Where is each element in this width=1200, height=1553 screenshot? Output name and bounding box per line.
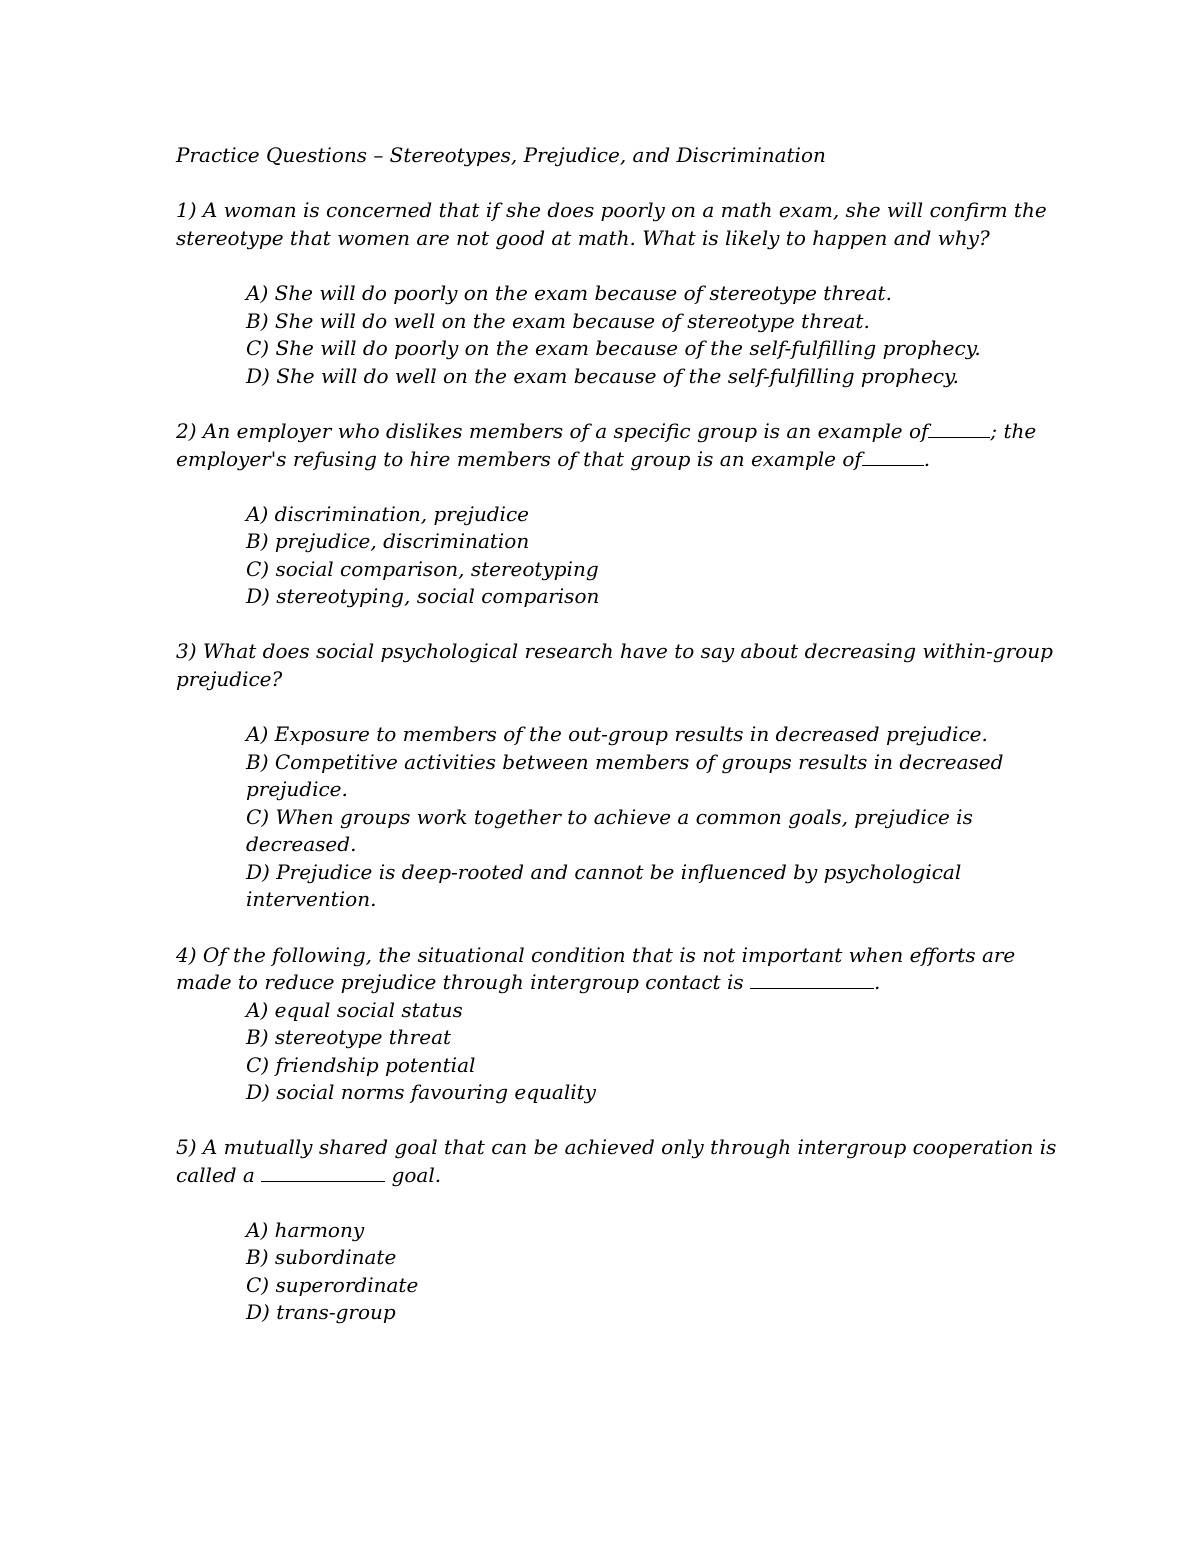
question-2-text-cont [176,446,930,473]
question-4-option-d: D) social norms favouring equality [246,1080,596,1104]
question-1-text-cont: stereotype that women are not good at math. What is likely to happen and why? [176,226,990,250]
question-2-option-d: D) stereotyping, social comparison [246,584,600,608]
question-4-text-part2: . [873,970,881,994]
answer-blank [928,419,990,438]
question-3-option-d-cont: intervention. [246,887,377,911]
question-5-option-c: C) superordinate [246,1273,419,1297]
question-1-option-c: C) She will do poorly on the exam because of the self-fulfilling prophecy. [246,336,981,360]
question-3-option-c-cont: decreased. [246,832,357,856]
question-5-option-b: B) subordinate [246,1245,397,1269]
answer-blank [261,1163,385,1182]
question-2-text [176,418,1036,445]
question-4-text-cont [176,969,880,996]
question-2-text-part2: ; the [990,419,1037,443]
question-4-text-part1: made to reduce prejudice through intergroup contact is [176,970,744,994]
question-3-option-c: C) When groups work together to achieve a common goals, prejudice is [246,805,973,829]
question-3-text: 3) What does social psychological research have to say about decreasing within-group [176,639,1053,663]
question-3-option-d: D) Prejudice is deep-rooted and cannot be influenced by psychological [246,860,962,884]
question-2-option-a: A) discrimination, prejudice [246,502,529,526]
page-title: Practice Questions – Stereotypes, Prejudice, and Discrimination [176,143,826,167]
question-2-text-part3: employer's refusing to hire members of that group is an example of [176,447,862,471]
question-3-option-b: B) Competitive activities between members of groups results in decreased [246,750,1004,774]
question-5-text-part2: goal. [391,1163,442,1187]
question-3-option-b-cont: prejudice. [246,777,348,801]
question-2-text-part4: . [923,447,931,471]
question-1-option-b: B) She will do well on the exam because of stereotype threat. [246,309,870,333]
question-5-text: 5) A mutually shared goal that can be achieved only through intergroup cooperation is [176,1135,1057,1159]
question-5-option-a: A) harmony [246,1218,365,1242]
question-2-text-part1: 2) An employer who dislikes members of a specific group is an example of [176,419,929,443]
question-4-option-b: B) stereotype threat [246,1025,452,1049]
question-2-option-c: C) social comparison, stereotyping [246,557,599,581]
question-1-option-a: A) She will do poorly on the exam because of stereotype threat. [246,281,892,305]
question-5-text-cont [176,1162,441,1189]
question-4-option-c: C) friendship potential [246,1053,476,1077]
question-1-text: 1) A woman is concerned that if she does poorly on a math exam, she will confirm the [176,198,1047,222]
question-3-option-a: A) Exposure to members of the out-group results in decreased prejudice. [246,722,988,746]
question-4-option-a: A) equal social status [246,998,463,1022]
question-5-option-d: D) trans-group [246,1300,396,1324]
answer-blank [750,970,874,989]
question-2-option-b: B) prejudice, discrimination [246,529,530,553]
question-1-option-d: D) She will do well on the exam because of the self-fulfilling prophecy. [246,364,960,388]
question-3-text-cont: prejudice? [176,667,283,691]
answer-blank [862,447,924,466]
question-4-text: 4) Of the following, the situational condition that is not important when efforts are [176,943,1016,967]
question-5-text-part1: called a [176,1163,255,1187]
